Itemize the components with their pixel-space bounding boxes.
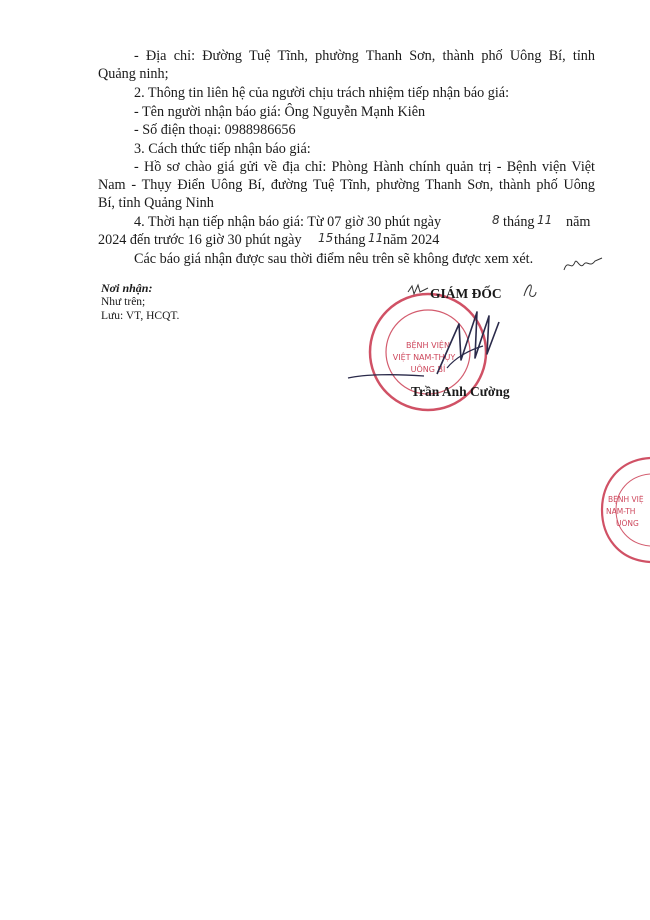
signature-stroke-icon (346, 368, 426, 382)
deadline-month-label: tháng (503, 214, 535, 230)
deadline-end-month-label: tháng (334, 232, 366, 248)
initials-scribble-icon (562, 252, 604, 276)
partial-seal-icon (598, 454, 650, 566)
handwritten-month-end: 11 (368, 231, 384, 245)
handwritten-day-start: 8 (492, 213, 500, 227)
handwritten-month-start: 11 (537, 213, 553, 227)
svg-text:NAM-TH: NAM-TH (606, 507, 636, 516)
initial-mark-icon (520, 278, 540, 302)
submission-address-end: Bí, tỉnh Quảng Ninh (98, 195, 214, 211)
receiver-name: - Tên người nhận báo giá: Ông Nguyễn Mạnh Kiên (134, 104, 426, 120)
seal-line-3: UÔNG BÍ (410, 365, 446, 374)
recipients-title: Nơi nhận: (101, 281, 153, 295)
signer-name: Trần Anh Cường (411, 384, 510, 399)
deadline-end-year-label: năm 2024 (383, 232, 440, 248)
phone-number: - Số điện thoại: 0988986656 (134, 122, 296, 138)
late-submission-note: Các báo giá nhận được sau thời điểm nêu trên sẽ không được xem xét. (134, 251, 534, 267)
svg-text:UÔNG: UÔNG (616, 519, 639, 528)
section-3-heading: 3. Cách thức tiếp nhận báo giá: (134, 141, 311, 157)
deadline-end-text: 2024 đến trước 16 giờ 30 phút ngày (98, 232, 302, 248)
submission-address-cont: Nam - Thụy Điển Uông Bí, đường Tuệ Tĩnh, phường Thanh Sơn, thành phố Uông (98, 177, 595, 193)
address-line-cont: Quảng ninh; (98, 66, 169, 82)
seal-line-1: BỆNH VIỆN (406, 341, 450, 350)
recipient-item: Như trên; (101, 296, 146, 308)
seal-line-2: VIỆT NAM-THỤY (392, 353, 456, 362)
address-line: - Địa chỉ: Đường Tuệ Tĩnh, phường Thanh Sơn, thành phố Uông Bí, tỉnh (134, 48, 595, 64)
initial-mark-icon (406, 282, 432, 298)
deadline-start-text: 4. Thời hạn tiếp nhận báo giá: Từ 07 giờ 30 phút ngày (134, 214, 442, 230)
handwritten-day-end: 15 (318, 231, 334, 245)
svg-text:BỆNH VIỆ: BỆNH VIỆ (608, 495, 644, 504)
submission-address: - Hồ sơ chào giá gửi về địa chỉ: Phòng Hành chính quản trị - Bệnh viện Việt (134, 159, 595, 175)
signer-position: GIÁM ĐỐC (430, 286, 502, 301)
deadline-year-label: năm (566, 214, 591, 230)
recipient-item: Lưu: VT, HCQT. (101, 310, 180, 322)
signature-icon (425, 302, 515, 380)
section-2-heading: 2. Thông tin liên hệ của người chịu trách nhiệm tiếp nhận báo giá: (134, 85, 510, 101)
